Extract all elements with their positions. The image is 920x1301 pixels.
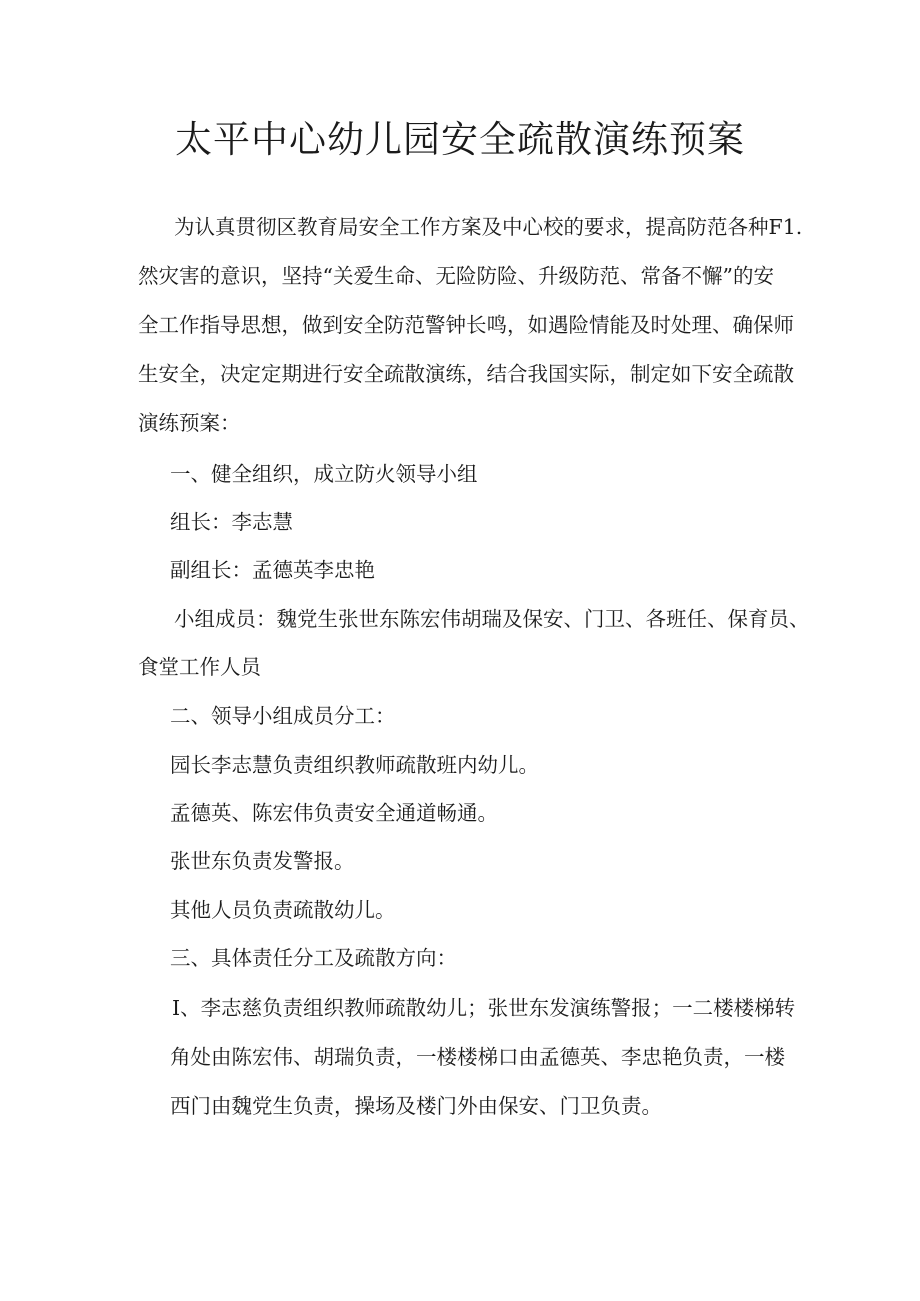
section-heading: 一、健全组织，成立防火领导小组 — [170, 462, 478, 486]
intro-line: 生安全，决定定期进行安全疏散演练，结合我国实际，制定如下安全疏散 — [138, 362, 794, 386]
members-line: 小组成员：魏党生张世东陈宏伟胡瑞及保安、门卫、各班任、保育员、 — [174, 607, 810, 631]
responsibility-line: 角处由陈宏伟、胡瑞负责，一楼楼梯口由孟德英、李忠艳负责，一楼 — [170, 1045, 785, 1069]
deputy-leader-line: 副组长：孟德英李忠艳 — [170, 558, 375, 582]
duty-item: 园长李志慧负责组织教师疏散班内幼儿。 — [170, 753, 539, 777]
intro-line: 全工作指导思想，做到安全防范警钟长鸣，如遇险情能及时处理、确保师 — [138, 313, 794, 337]
responsibility-line: I、李志慈负责组织教师疏散幼儿；张世东发演练警报；一二楼楼梯转 — [172, 996, 796, 1020]
duty-item: 孟德英、陈宏伟负责安全通道畅通。 — [170, 801, 498, 825]
duty-item: 张世东负责发警报。 — [170, 849, 355, 873]
responsibility-line: 西门由魏党生负责，操场及楼门外由保安、门卫负责。 — [170, 1094, 662, 1118]
duty-item: 其他人员负责疏散幼儿。 — [170, 898, 396, 922]
section-heading: 二、领导小组成员分工： — [170, 704, 396, 728]
intro-line: 为认真贯彻区教育局安全工作方案及中心校的要求，提高防范各种F1. — [174, 215, 803, 239]
leader-line: 组长：李志慧 — [170, 510, 293, 534]
section-heading: 三、具体责任分工及疏散方向： — [170, 946, 457, 970]
intro-line: 演练预案： — [138, 411, 241, 435]
members-line: 食堂工作人员 — [138, 655, 261, 679]
intro-line: 然灾害的意识，坚持“关爱生命、无险防险、升级防范、常备不懈”的安 — [138, 264, 774, 288]
document-title: 太平中心幼儿园安全疏散演练预案 — [175, 118, 745, 161]
